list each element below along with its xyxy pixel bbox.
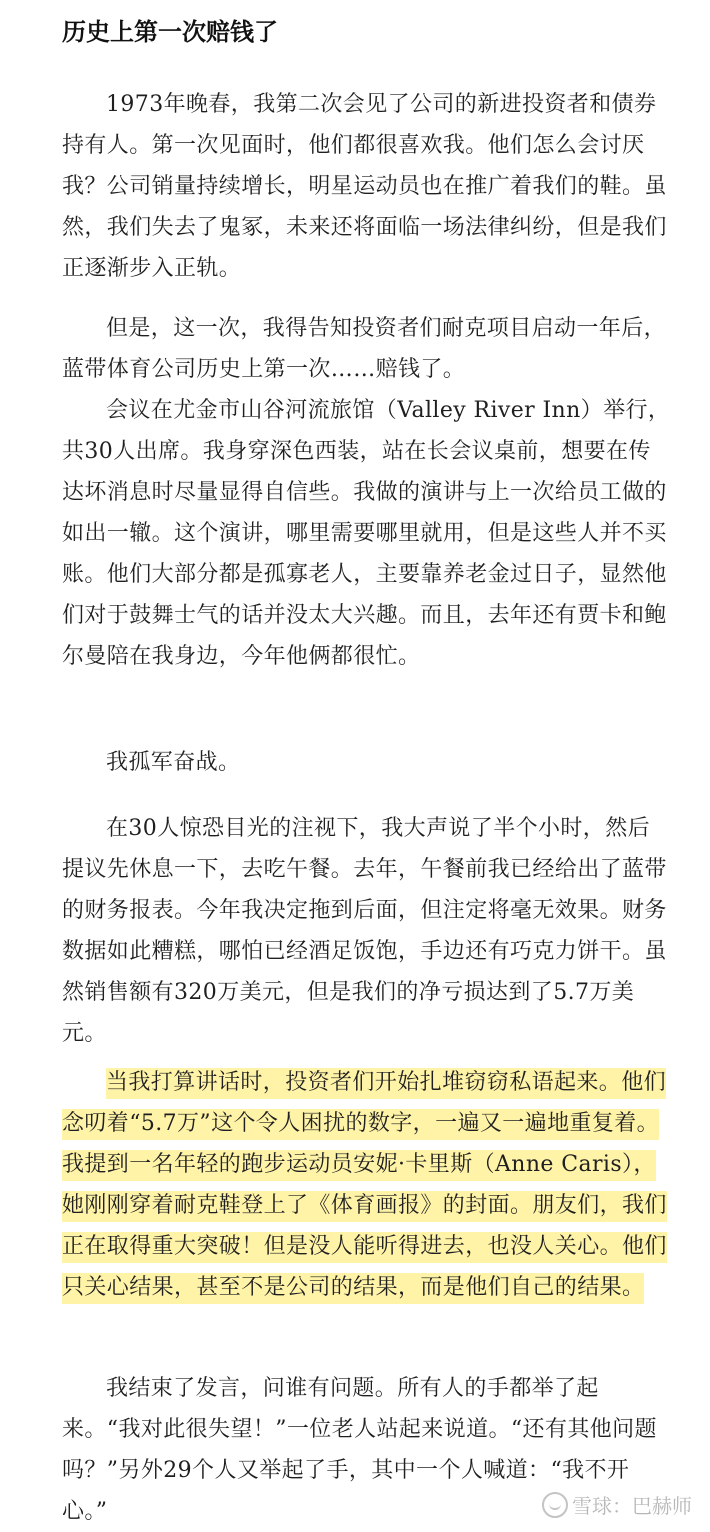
- section-title: 历史上第一次赔钱了: [62, 18, 278, 46]
- paragraph-3: 会议在尤金市山谷河流旅馆（Valley River Inn）举行，共30人出席。我身穿深色西装，站在长会议桌前，想要在传达坏消息时尽量显得自信些。我做的演讲与上一次给员工做的如出一辙。这个演讲，哪里需要哪里就用，但是这些人并不买账。他们大部分都是孤寡老人，主要靠养老金过日子，显然他们对于鼓舞士气的话并没太大兴趣。而且，去年还有贾卡和鲍尔曼陪在我身边，今年他俩都很忙。: [62, 398, 671, 669]
- watermark: [542, 1490, 692, 1519]
- paragraph-7: 我结束了发言，问谁有问题。所有人的手都举了起来。“我对此很失望！”一位老人站起来说道。“还有其他问题吗？”另外29个人又举起了手，其中一个人喊道：“我不开心。”: [62, 1376, 657, 1524]
- paragraph-1: 1973年晚春，我第二次会见了公司的新进投资者和债券持有人。第一次见面时，他们都很喜欢我。他们怎么会讨厌我？公司销量持续增长，明星运动员也在推广着我们的鞋。虽然，我们失去了鬼冢，未来还将面临一场法律纠纷，但是我们正逐渐步入正轨。: [62, 92, 667, 281]
- paragraph-5: 在30人惊恐目光的注视下，我大声说了半个小时，然后提议先休息一下，去吃午餐。去年，午餐前我已经给出了蓝带的财务报表。今年我决定拖到后面，但注定将毫无效果。财务数据如此糟糕，哪怕已经酒足饭饱，手边还有巧克力饼干。虽然销售额有320万美元，但是我们的净亏损达到了5.7万美元。: [62, 816, 667, 1046]
- snowball-logo-icon: [542, 1492, 568, 1518]
- watermark-text: 雪球：巴赫师: [572, 1494, 692, 1518]
- highlighted-paragraph: [62, 1062, 672, 1308]
- paragraph-4: 我孤军奋战。: [106, 750, 241, 775]
- paragraph-2: 但是，这一次，我得告知投资者们耐克项目启动一年后，蓝带体育公司历史上第一次……赔钱了。: [62, 316, 667, 382]
- highlighted-text: 当我打算讲话时，投资者们开始扎堆窃窃私语起来。他们念叨着“5.7万”这个令人困扰的数字，一遍又一遍地重复着。我提到一名年轻的跑步运动员安妮·卡里斯（Anne Caris），她刚刚穿着耐克鞋登上了《体育画报》的封面。朋友们，我们正在取得重大突破！但是没人能听得进去，也没人关心。他们只关心结果，甚至不是公司的结果，而是他们自己的结果。: [62, 1068, 667, 1304]
